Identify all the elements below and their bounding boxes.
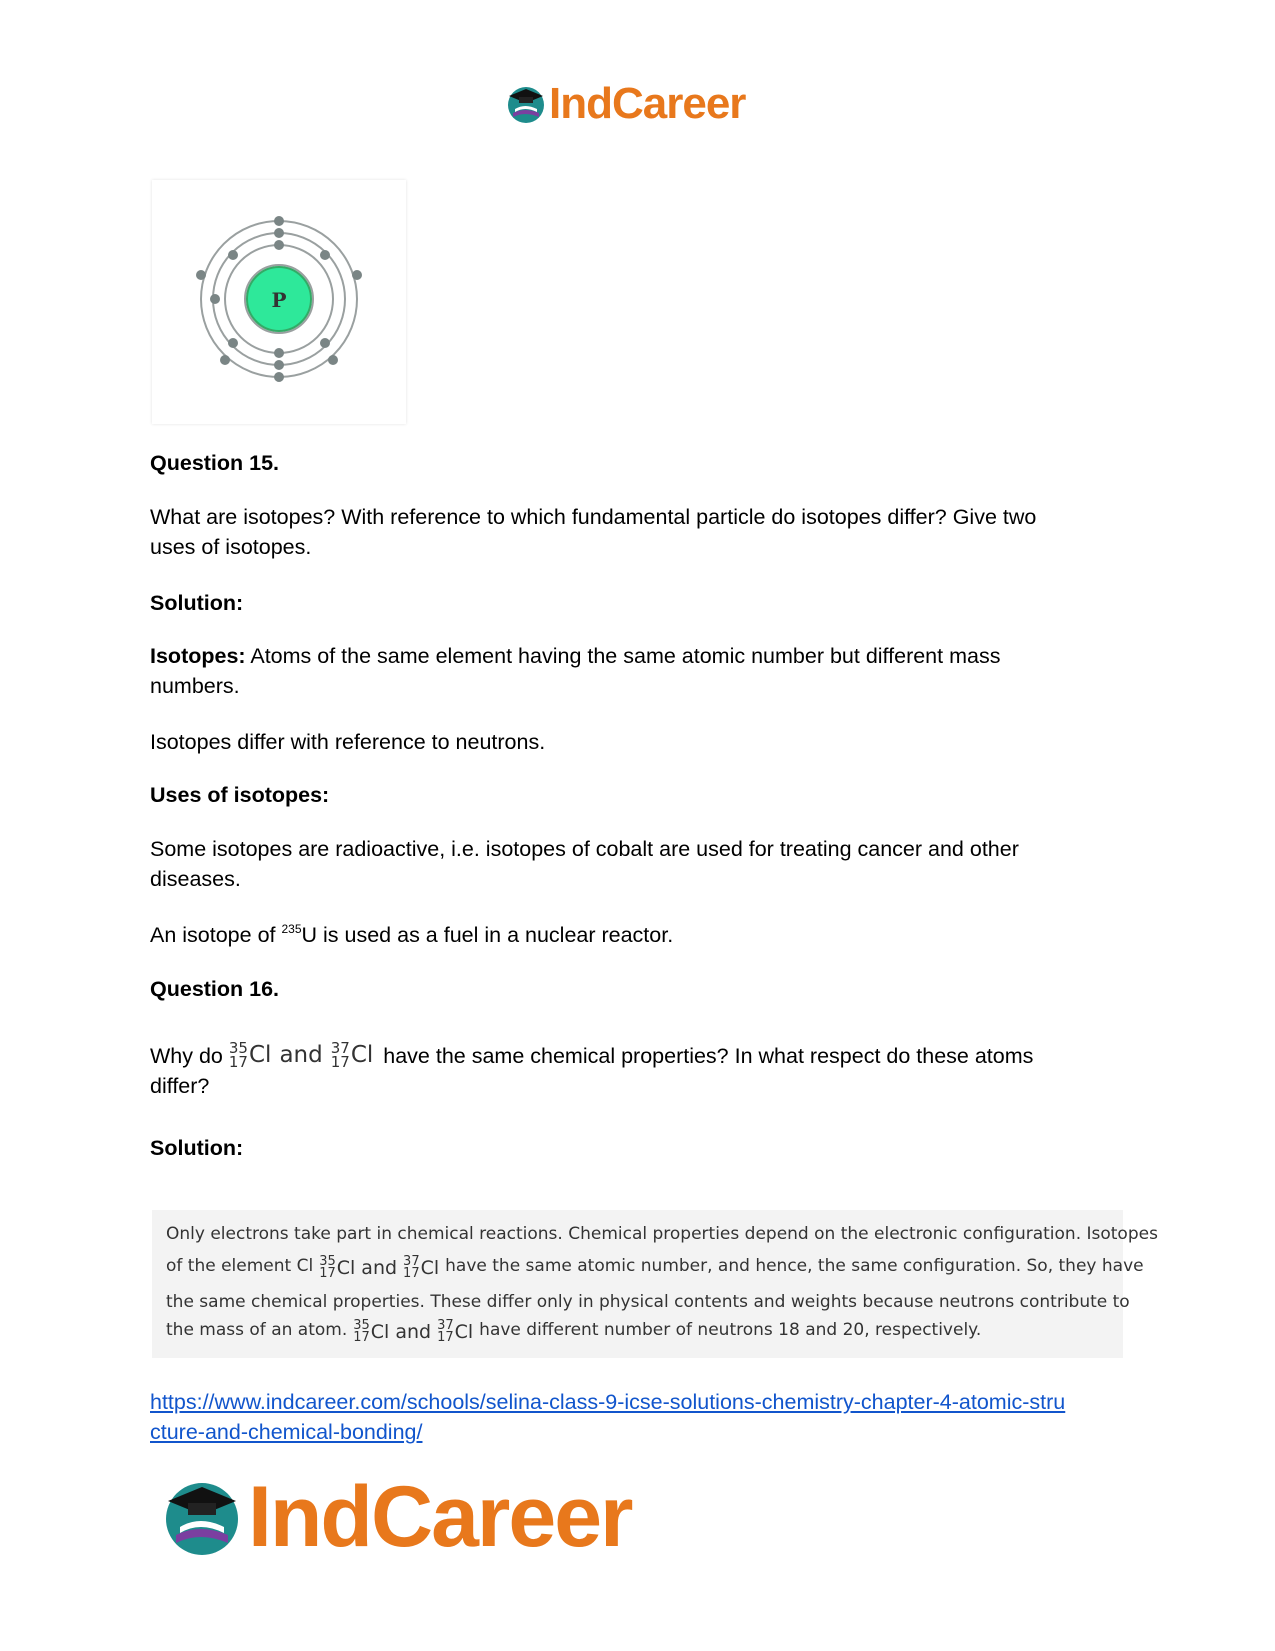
atom-diagram: [152, 180, 406, 424]
sol-nuclides-2: 35 17 Cl and 37 17 Cl: [353, 1318, 474, 1345]
graduation-cap-icon: [505, 83, 547, 125]
logo-text: IndCareer: [248, 1469, 632, 1565]
and-word: and: [279, 1042, 323, 1068]
logo-text: IndCareer: [549, 79, 746, 128]
sol-line-2: of the element Cl 35 17 Cl and 37 17 Cl have the same atomic number, and hence, the same configuration. So, they have: [166, 1254, 1144, 1281]
use-1-line1: Some isotopes are radioactive, i.e. isotopes of cobalt are used for treating cancer and other: [150, 837, 1019, 861]
sol-line-4: the mass of an atom. 35 17 Cl and 37 17 Cl have different number of neutrons 18 and 20, respectively.: [166, 1318, 982, 1345]
sol-nuclides-1: 35 17 Cl and 37 17 Cl: [319, 1254, 440, 1281]
solution-16-label: Solution:: [150, 1136, 244, 1160]
solution-16-box: [152, 1210, 1158, 1358]
nuclide-cl-35: 35 17 Cl: [228, 1039, 272, 1071]
sol-line-1: Only electrons take part in chemical reactions. Chemical properties depend on the electronic configuration. Isotopes: [166, 1224, 1158, 1244]
solution-15-label: Solution:: [150, 591, 244, 615]
question-16-text: [150, 1040, 1130, 1101]
use-2-superscript: 235: [281, 922, 302, 936]
footer-logo: [160, 1468, 632, 1566]
graduation-cap-icon: [160, 1475, 244, 1559]
sol-line-3: the same chemical properties. These differ only in physical contents and weights because neutrons contribute to: [166, 1292, 1130, 1312]
isotopes-differ-text: Isotopes differ with reference to neutrons.: [150, 730, 546, 754]
use-2-prefix: An isotope of: [150, 923, 282, 947]
use-2: [150, 920, 1130, 950]
question-15-line2: uses of isotopes.: [150, 535, 312, 559]
chlorine-isotopes-notation: [229, 1040, 373, 1070]
question-16-line2: differ?: [150, 1074, 210, 1098]
question-16-prefix: Why do: [150, 1044, 223, 1068]
question-16-suffix: have the same chemical properties? In what respect do these atoms: [383, 1044, 1034, 1068]
question-15-line1: What are isotopes? With reference to which fundamental particle do isotopes differ? Give two: [150, 505, 1037, 529]
header-logo: [505, 78, 745, 130]
question-16-title: Question 16.: [150, 977, 280, 1001]
isotopes-definition: [150, 641, 1130, 701]
use-1: [150, 834, 1130, 894]
isotopes-def-line1: Atoms of the same element having the same atomic number but different mass: [245, 644, 1001, 668]
use-2-suffix: U is used as a fuel in a nuclear reactor.: [301, 923, 674, 947]
nuclide-cl-37: 37 17 Cl: [330, 1039, 374, 1071]
source-link-line2[interactable]: cture-and-chemical-bonding/: [150, 1420, 423, 1444]
question-15-text: [150, 502, 1130, 562]
source-link-line1[interactable]: https://www.indcareer.com/schools/selina-class-9-icse-solutions-chemistry-chapter-4-atomic-stru: [150, 1390, 1066, 1414]
uses-heading: Uses of isotopes:: [150, 783, 330, 807]
source-link[interactable]: [150, 1387, 1140, 1447]
use-1-line2: diseases.: [150, 867, 241, 891]
nucleus-label: P: [271, 288, 287, 312]
isotopes-term: Isotopes:: [150, 644, 246, 668]
question-15-title: Question 15.: [150, 451, 280, 475]
isotopes-def-line2: numbers.: [150, 674, 240, 698]
